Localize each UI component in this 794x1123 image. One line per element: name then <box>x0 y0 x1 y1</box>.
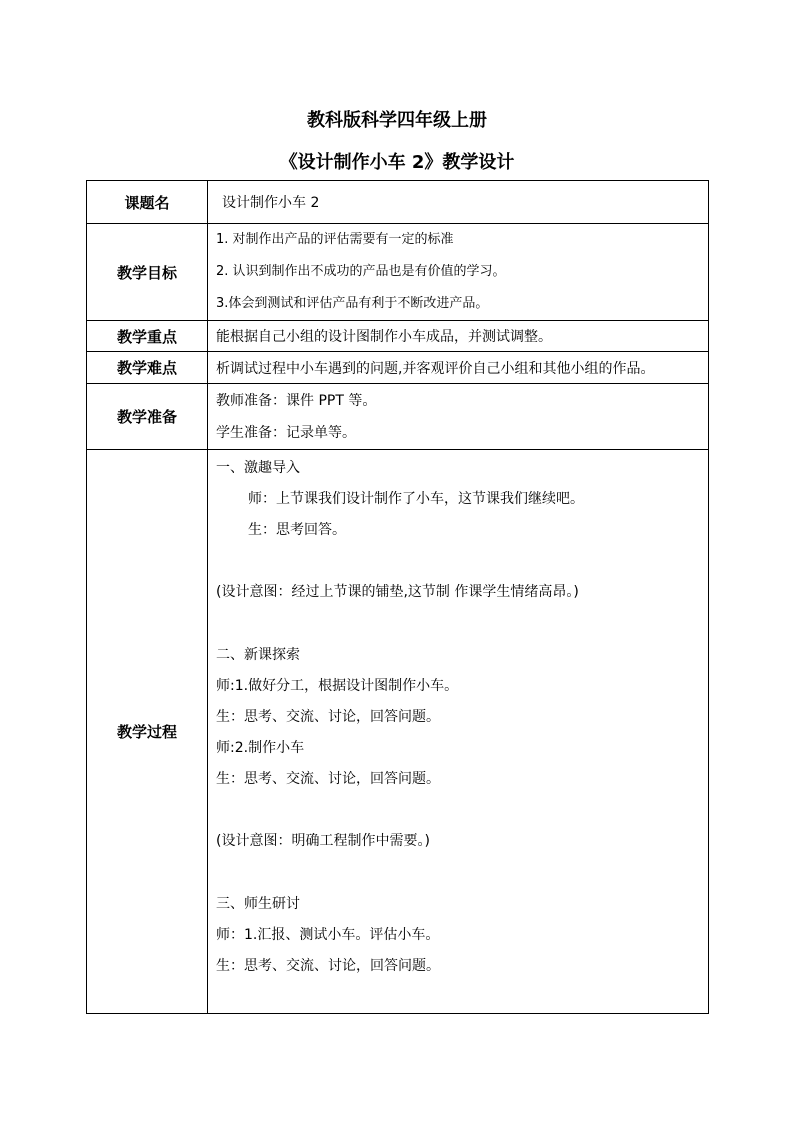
objective-item: 3.体会到测试和评估产品有利于不断改进产品。 <box>216 296 489 311</box>
preparation-cell <box>208 384 709 450</box>
preparation-label: 教学准备 <box>87 384 208 450</box>
design-intent: (设计意图：经过上节课的铺垫,这节制 作课学生情绪高昂。) <box>216 584 579 600</box>
key-points-value: 能根据自己小组的设计图制作小车成品，并测试调整。 <box>208 321 709 352</box>
objectives-label: 教学目标 <box>87 224 208 321</box>
preparation-item: 教师准备：课件 PPT 等。 <box>216 392 377 409</box>
table-row <box>87 352 709 384</box>
table-row <box>87 450 709 1014</box>
process-line: 师：1.汇报、测试小车。评估小车。 <box>216 927 440 943</box>
process-cell <box>208 450 709 1014</box>
lesson-plan-table <box>86 180 709 1014</box>
section-title: 二、新课探索 <box>216 647 300 663</box>
table-row <box>87 384 709 450</box>
document-subtitle: 《设计制作小车 2》教学设计 <box>279 152 515 173</box>
topic-label: 课题名 <box>87 181 208 224</box>
spacer <box>216 795 708 826</box>
spacer <box>216 546 708 577</box>
key-points-label: 教学重点 <box>87 321 208 352</box>
process-line: 生：思考回答。 <box>248 522 346 538</box>
objectives-cell <box>208 224 709 321</box>
process-line: 生：思考、交流、讨论，回答问题。 <box>216 958 440 974</box>
spacer <box>216 608 708 639</box>
section-title: 三、师生研讨 <box>216 896 300 912</box>
process-line: 师：上节课我们设计制作了小车，这节课我们继续吧。 <box>248 491 584 507</box>
topic-text: 设计制作小车 2 <box>222 195 320 211</box>
table-row <box>87 321 709 352</box>
difficulties-label: 教学难点 <box>87 352 208 384</box>
process-line: 生：思考、交流、讨论，回答问题。 <box>216 771 440 787</box>
objective-item: 2. 认识到制作出不成功的产品也是有价值的学习。 <box>216 264 506 279</box>
objective-item: 1. 对制作出产品的评估需要有一定的标准 <box>216 232 454 247</box>
topic-value <box>208 181 709 224</box>
preparation-item: 学生准备：记录单等。 <box>216 424 356 441</box>
process-label: 教学过程 <box>87 450 208 1014</box>
table-row <box>87 224 709 321</box>
difficulties-value: 析调试过程中小车遇到的问题,并客观评价自己小组和其他小组的作品。 <box>208 352 709 384</box>
document-title: 教科版科学四年级上册 <box>307 110 487 131</box>
spacer <box>216 857 708 888</box>
design-intent: (设计意图：明确工程制作中需要。) <box>216 833 430 849</box>
table-row <box>87 181 709 224</box>
process-line: 师:1.做好分工，根据设计图制作小车。 <box>216 678 459 694</box>
process-line: 生：思考、交流、讨论，回答问题。 <box>216 709 440 725</box>
process-line: 师:2.制作小车 <box>216 740 305 756</box>
section-title: 一、激趣导入 <box>216 460 300 476</box>
